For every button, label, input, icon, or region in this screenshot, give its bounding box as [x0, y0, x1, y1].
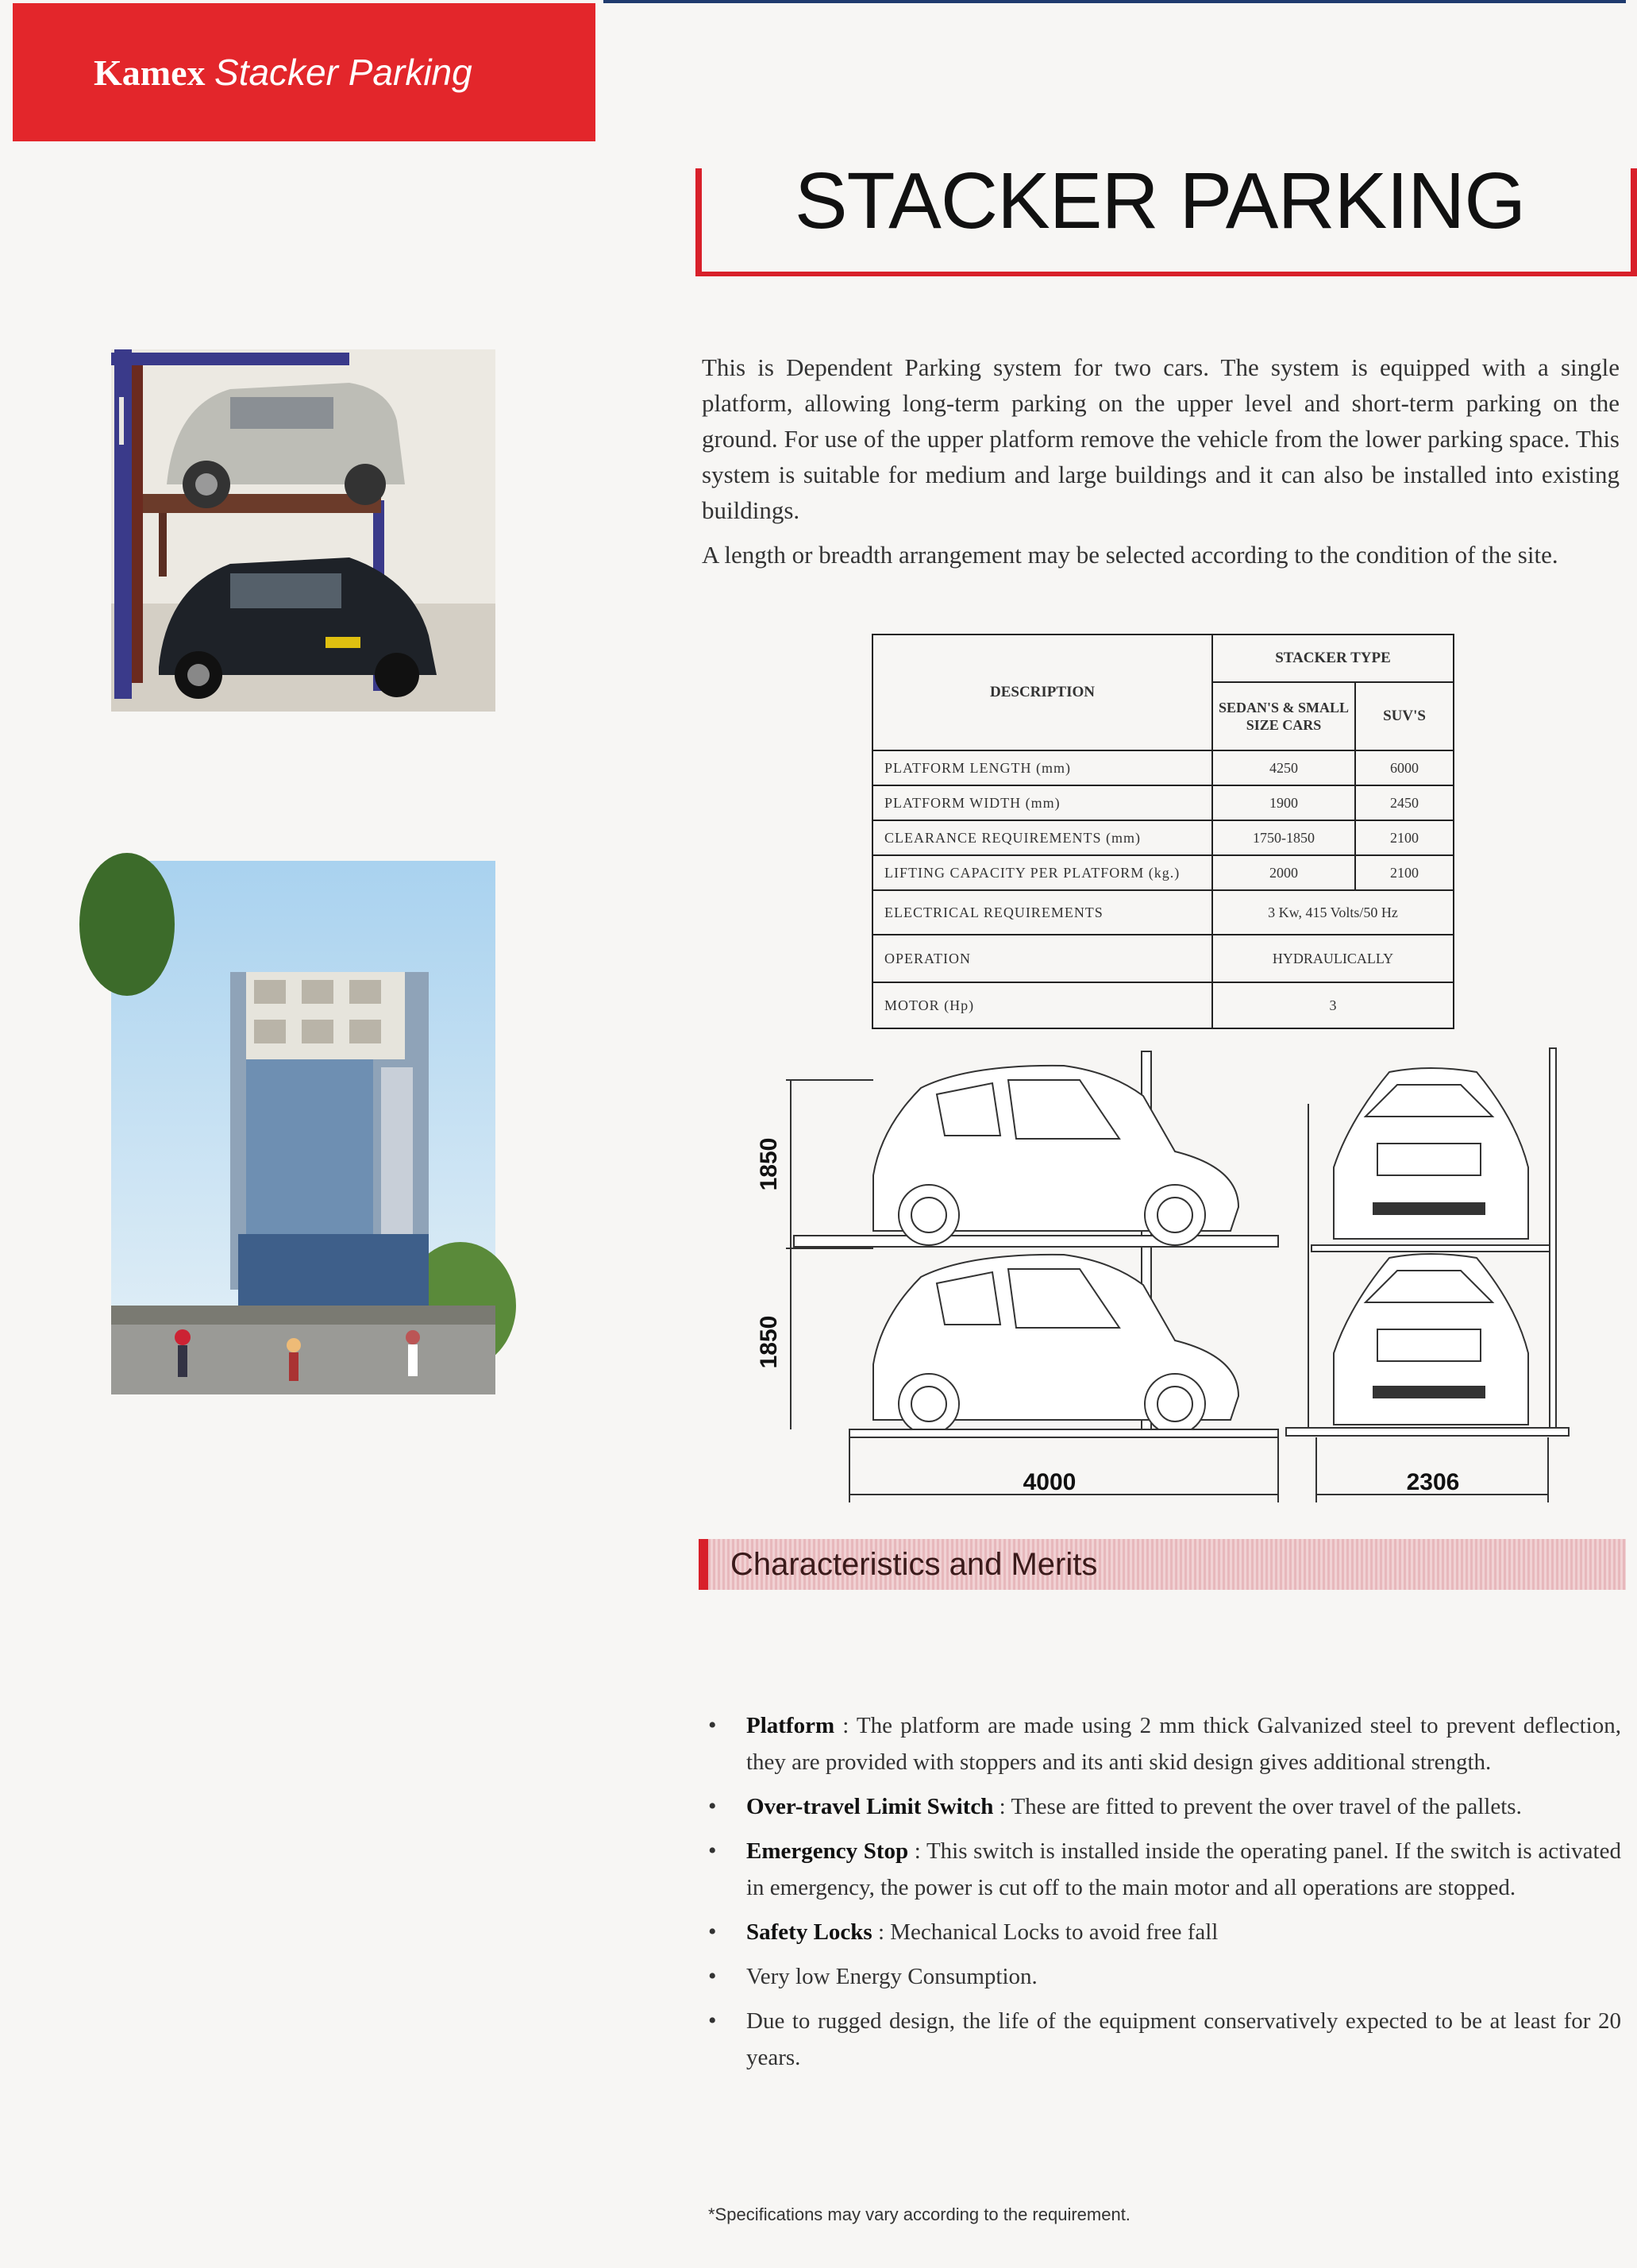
building-photo — [111, 861, 495, 1394]
row-value-suv: 2450 — [1355, 785, 1454, 820]
table-row — [872, 935, 1454, 982]
spec-table — [872, 634, 1454, 1029]
row-value-sedan: 1900 — [1212, 785, 1355, 820]
row-value-merged: 3 — [1212, 982, 1454, 1028]
brand-bold: Kamex — [94, 52, 206, 93]
intro-paragraph: This is Dependent Parking system for two cars. The system is equipped with a single platform, allowing long-term parking on the upper level and short-term parking on the ground. For use of the upper platform remove the vehicle from the lower parking space. This system is suitable for medium and large buildings and it can also be installed into existing buildings. — [702, 353, 1620, 524]
header-suv: SUV'S — [1355, 682, 1454, 750]
row-label: PLATFORM LENGTH (mm) — [872, 750, 1212, 785]
merit-separator: : — [834, 1713, 857, 1738]
table-row — [872, 785, 1454, 820]
header-stacker-type: STACKER TYPE — [1212, 634, 1454, 682]
merit-separator: : — [908, 1838, 926, 1864]
merit-text: These are fitted to prevent the over travel of the pallets. — [1011, 1794, 1522, 1819]
row-label: LIFTING CAPACITY PER PLATFORM (kg.) — [872, 855, 1212, 890]
row-value-suv: 2100 — [1355, 855, 1454, 890]
merit-separator: : — [872, 1919, 891, 1945]
table-row — [872, 855, 1454, 890]
brand-italic: Stacker Parking — [214, 52, 472, 93]
table-row — [872, 890, 1454, 935]
bullet: • — [708, 1963, 717, 1989]
merits-list — [702, 1707, 1621, 2084]
bullet: • — [708, 2008, 717, 2034]
page-title: STACKER PARKING — [794, 156, 1526, 245]
list-item — [702, 1833, 1621, 1906]
bullet: • — [708, 1793, 717, 1819]
table-row — [872, 820, 1454, 855]
merit-term: Safety Locks — [746, 1919, 872, 1945]
list-item — [702, 2003, 1621, 2076]
row-value-sedan: 2000 — [1212, 855, 1355, 890]
merit-separator: : — [993, 1794, 1011, 1819]
dim-width: 2306 — [1406, 1469, 1460, 1495]
stacker-photo — [111, 349, 495, 712]
merit-text: Very low Energy Consumption. — [746, 1964, 1038, 1989]
row-label: ELECTRICAL REQUIREMENTS — [872, 890, 1212, 935]
list-item — [702, 1958, 1621, 1995]
header-description: DESCRIPTION — [872, 634, 1212, 750]
table-row — [872, 982, 1454, 1028]
row-value-suv: 2100 — [1355, 820, 1454, 855]
row-value-suv: 6000 — [1355, 750, 1454, 785]
merit-text: Due to rugged design, the life of the equipment conservatively expected to be at least for 20 years. — [746, 2008, 1621, 2070]
bullet: • — [708, 1919, 717, 1945]
list-item — [702, 1914, 1621, 1950]
brand-name — [94, 51, 472, 94]
table-row — [872, 750, 1454, 785]
row-value-sedan: 1750-1850 — [1212, 820, 1355, 855]
footnote: *Specifications may vary according to the requirement. — [708, 2204, 1130, 2224]
intro-paragraph-site: A length or breadth arrangement may be selected according to the condition of the site. — [702, 541, 1558, 569]
row-label: PLATFORM WIDTH (mm) — [872, 785, 1212, 820]
dim-length: 4000 — [1023, 1469, 1077, 1495]
merit-term: Emergency Stop — [746, 1838, 909, 1864]
row-label: MOTOR (Hp) — [872, 982, 1212, 1028]
section-title: Characteristics and Merits — [730, 1547, 1098, 1582]
merit-term: Over-travel Limit Switch — [746, 1794, 994, 1819]
dim-lower-height: 1850 — [756, 1315, 782, 1369]
header-sedan: SEDAN'S & SMALL SIZE CARS — [1212, 682, 1355, 750]
merit-text: This switch is installed inside the operating panel. If the switch is activated in emergency, the power is cut off to the main motor and all operations are stopped. — [746, 1838, 1621, 1900]
row-label: CLEARANCE REQUIREMENTS (mm) — [872, 820, 1212, 855]
merit-text: Mechanical Locks to avoid free fall — [890, 1919, 1219, 1945]
dimension-drawing — [756, 1040, 1572, 1517]
bullet: • — [708, 1712, 717, 1738]
list-item — [702, 1707, 1621, 1780]
dim-upper-height: 1850 — [756, 1137, 782, 1191]
row-value-merged: 3 Kw, 415 Volts/50 Hz — [1212, 890, 1454, 935]
top-rule — [603, 0, 1626, 3]
bullet: • — [708, 1838, 717, 1864]
merit-text: The platform are made using 2 mm thick Galvanized steel to prevent deflection, they are provided with stoppers and its anti skid design gives additional strength. — [746, 1713, 1621, 1775]
row-value-merged: HYDRAULICALLY — [1212, 935, 1454, 982]
row-label: OPERATION — [872, 935, 1212, 982]
list-item — [702, 1788, 1621, 1825]
row-value-sedan: 4250 — [1212, 750, 1355, 785]
merit-term: Platform — [746, 1713, 835, 1738]
section-accent-bar — [699, 1539, 708, 1590]
